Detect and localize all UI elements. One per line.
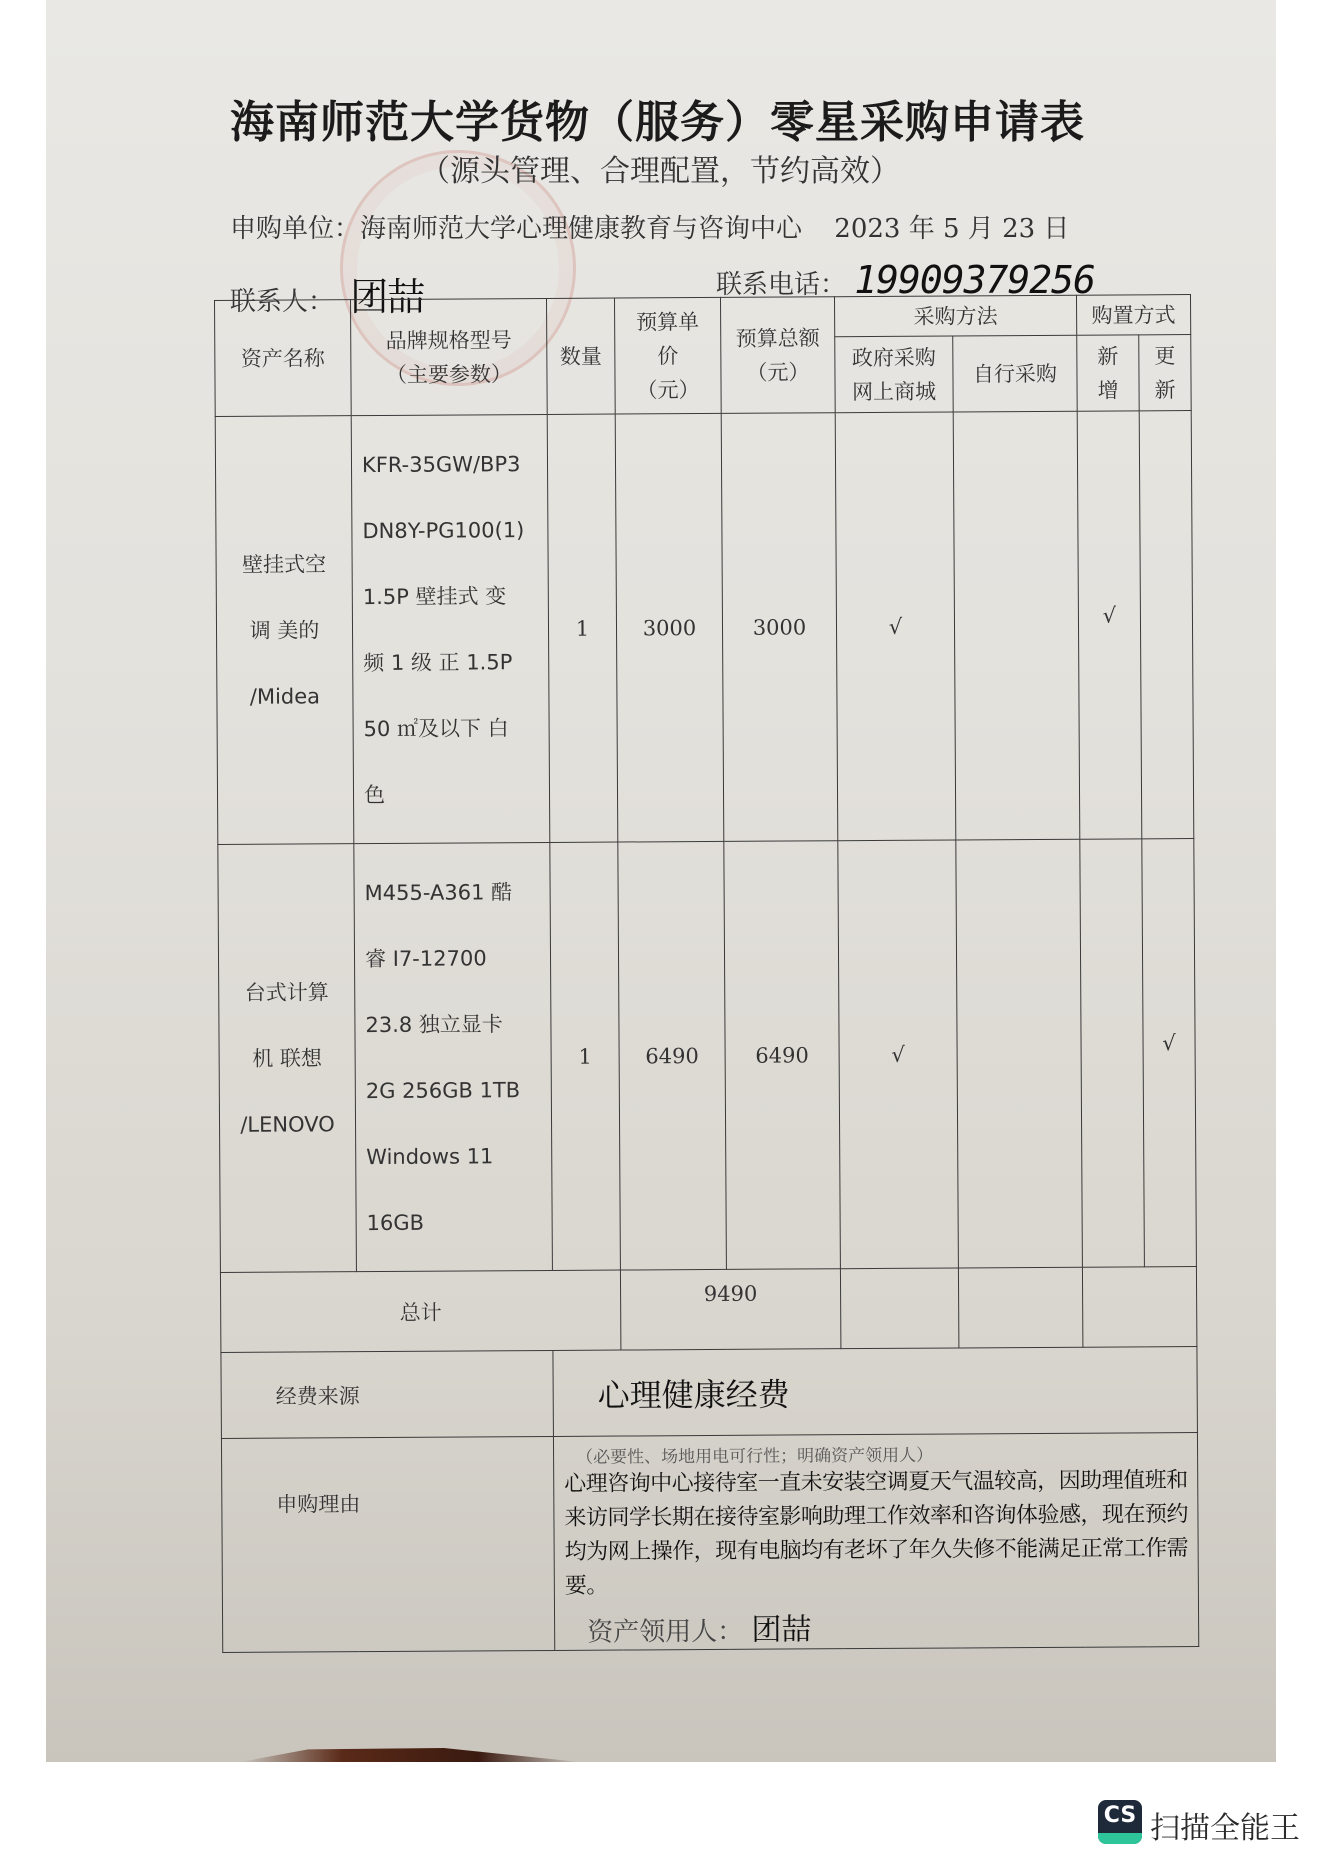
spec-line: 2G 256GB 1TB <box>365 1077 521 1103</box>
reason-text: 心理咨询中心接待室一直未安装空调夏天气温较高，因助理值班和来访同学长期在接待室影响助理工作效率和咨询体验感，现在预约均为网上操作，现有电脑均有老坏了年久失修不能满足正常工作需要。 <box>564 1468 1189 1599</box>
self-purchase-check <box>953 411 1080 840</box>
replace-check <box>1139 411 1194 839</box>
spec-line: Windows 11 <box>366 1143 494 1169</box>
quantity-cell: 1 <box>547 414 618 842</box>
phone-value: 19909379256 <box>854 258 1095 302</box>
header-unit-price-line3: （元） <box>636 377 700 402</box>
reason-hint: （必要性、场地用电可行性；明确资产领用人） <box>576 1445 934 1468</box>
total-cell: 6490 <box>724 841 841 1270</box>
asset-name-cell <box>215 416 354 845</box>
header-spec <box>351 298 548 415</box>
header-purchase-group: 购置方式 <box>1076 295 1190 336</box>
header-spec-line2: （主要参数） <box>385 361 513 387</box>
phone-label: 联系电话： <box>716 270 847 300</box>
header-asset-name: 资产名称 <box>215 300 352 417</box>
unit-label: 申购单位： <box>230 214 361 244</box>
gov-mall-check: √ <box>835 412 956 841</box>
header-unit-price <box>614 297 721 414</box>
header-total-line2: （元） <box>746 359 810 385</box>
recipient-signature: 团喆 <box>751 1612 812 1648</box>
spec-line: 睿 I7-12700 <box>364 945 487 971</box>
spec-line: DN8Y-PG100(1) <box>362 517 525 543</box>
asset-line: 台式计算 <box>244 979 329 1005</box>
header-method-gov <box>835 336 953 413</box>
unit-value: 海南师范大学心理健康教育与咨询中心 <box>360 214 803 244</box>
asset-line: /LENOVO <box>240 1111 335 1137</box>
table-row <box>218 839 1197 1273</box>
recipient-label: 资产领用人： <box>587 1616 744 1648</box>
purchase-table <box>214 294 1199 1653</box>
spec-cell <box>354 842 553 1271</box>
form-title: 海南师范大学货物（服务）零星采购申请表 <box>230 97 1085 148</box>
reason-content-cell <box>553 1433 1198 1651</box>
asset-line: /Midea <box>249 683 321 709</box>
header-spec-line1: 品牌规格型号 <box>385 327 512 353</box>
header-quantity: 数量 <box>546 298 615 414</box>
total-cell: 3000 <box>721 413 838 842</box>
contact-signature: 团喆 <box>350 275 425 319</box>
header-purchase-new <box>1077 335 1139 411</box>
spec-line: 50 ㎡及以下 白 <box>363 715 509 741</box>
table-row <box>215 411 1194 845</box>
header-unit-price-line2: 价 <box>657 343 679 368</box>
header-new-line1: 新 <box>1097 343 1119 369</box>
camscanner-app-name: 扫描全能王 <box>1150 1811 1300 1846</box>
header-method-gov-line1: 政府采购 <box>851 345 936 370</box>
spec-line: 23.8 独立显卡 <box>365 1011 503 1037</box>
header-replace-line2: 新 <box>1154 377 1176 402</box>
new-check <box>1080 839 1145 1267</box>
unit-price-cell: 6490 <box>618 841 727 1270</box>
self-purchase-check <box>956 839 1083 1268</box>
gov-mall-check: √ <box>838 840 959 1269</box>
new-check: √ <box>1077 411 1142 839</box>
reason-label: 申购理由 <box>276 1492 361 1517</box>
header-unit-price-line1: 预算单 <box>636 309 700 334</box>
funding-value-cell <box>553 1347 1198 1437</box>
total-empty-cell <box>958 1267 1082 1348</box>
form-date: 2023 年 5 月 23 日 <box>834 214 1070 244</box>
header-method-self: 自行采购 <box>953 335 1077 412</box>
contact-label: 联系人： <box>230 287 335 317</box>
form-subtitle: （源头管理、合理配置，节约高效） <box>420 154 900 189</box>
header-replace-line1: 更 <box>1154 343 1176 368</box>
funding-label-text: 经费来源 <box>275 1383 360 1409</box>
logo-text: CS <box>1103 1803 1137 1828</box>
spec-line: 色 <box>363 782 386 807</box>
camscanner-logo-icon <box>1098 1800 1142 1844</box>
funding-value: 心理健康经费 <box>597 1375 790 1415</box>
header-method-gov-line2: 网上商城 <box>851 379 937 404</box>
total-empty-cell <box>1082 1267 1196 1348</box>
spec-cell <box>351 414 550 843</box>
funding-label <box>221 1350 554 1438</box>
unit-price-cell: 3000 <box>615 413 724 842</box>
total-row <box>220 1267 1196 1353</box>
unit-line <box>230 208 1069 245</box>
logo-accent-bar <box>1098 1833 1142 1844</box>
total-empty-cell <box>840 1268 958 1349</box>
spec-line: M455-A361 酷 <box>364 879 513 905</box>
reason-label-cell <box>221 1436 554 1652</box>
asset-line: 机 联想 <box>252 1045 323 1071</box>
spec-line: 频 1 级 正 1.5P <box>363 649 513 675</box>
funding-row <box>221 1347 1198 1439</box>
header-total-line1: 预算总额 <box>735 325 820 351</box>
recipient-line <box>565 1602 1190 1650</box>
reason-row <box>221 1433 1198 1653</box>
header-purchase-replace <box>1139 335 1191 411</box>
header-method-group: 采购方法 <box>834 295 1076 336</box>
header-total <box>720 297 835 414</box>
spec-line: 1.5P 壁挂式 变 <box>362 583 507 609</box>
asset-line: 壁挂式空 <box>242 551 327 577</box>
header-new-line2: 增 <box>1097 377 1119 403</box>
replace-check: √ <box>1142 839 1197 1267</box>
quantity-cell: 1 <box>550 842 621 1270</box>
spec-line: 16GB <box>366 1210 425 1235</box>
total-value: 9490 <box>620 1269 840 1350</box>
spec-line: KFR-35GW/BP3 <box>361 451 521 477</box>
total-label: 总计 <box>220 1270 620 1352</box>
asset-line: 调 美的 <box>249 617 320 643</box>
asset-name-cell <box>218 844 357 1273</box>
